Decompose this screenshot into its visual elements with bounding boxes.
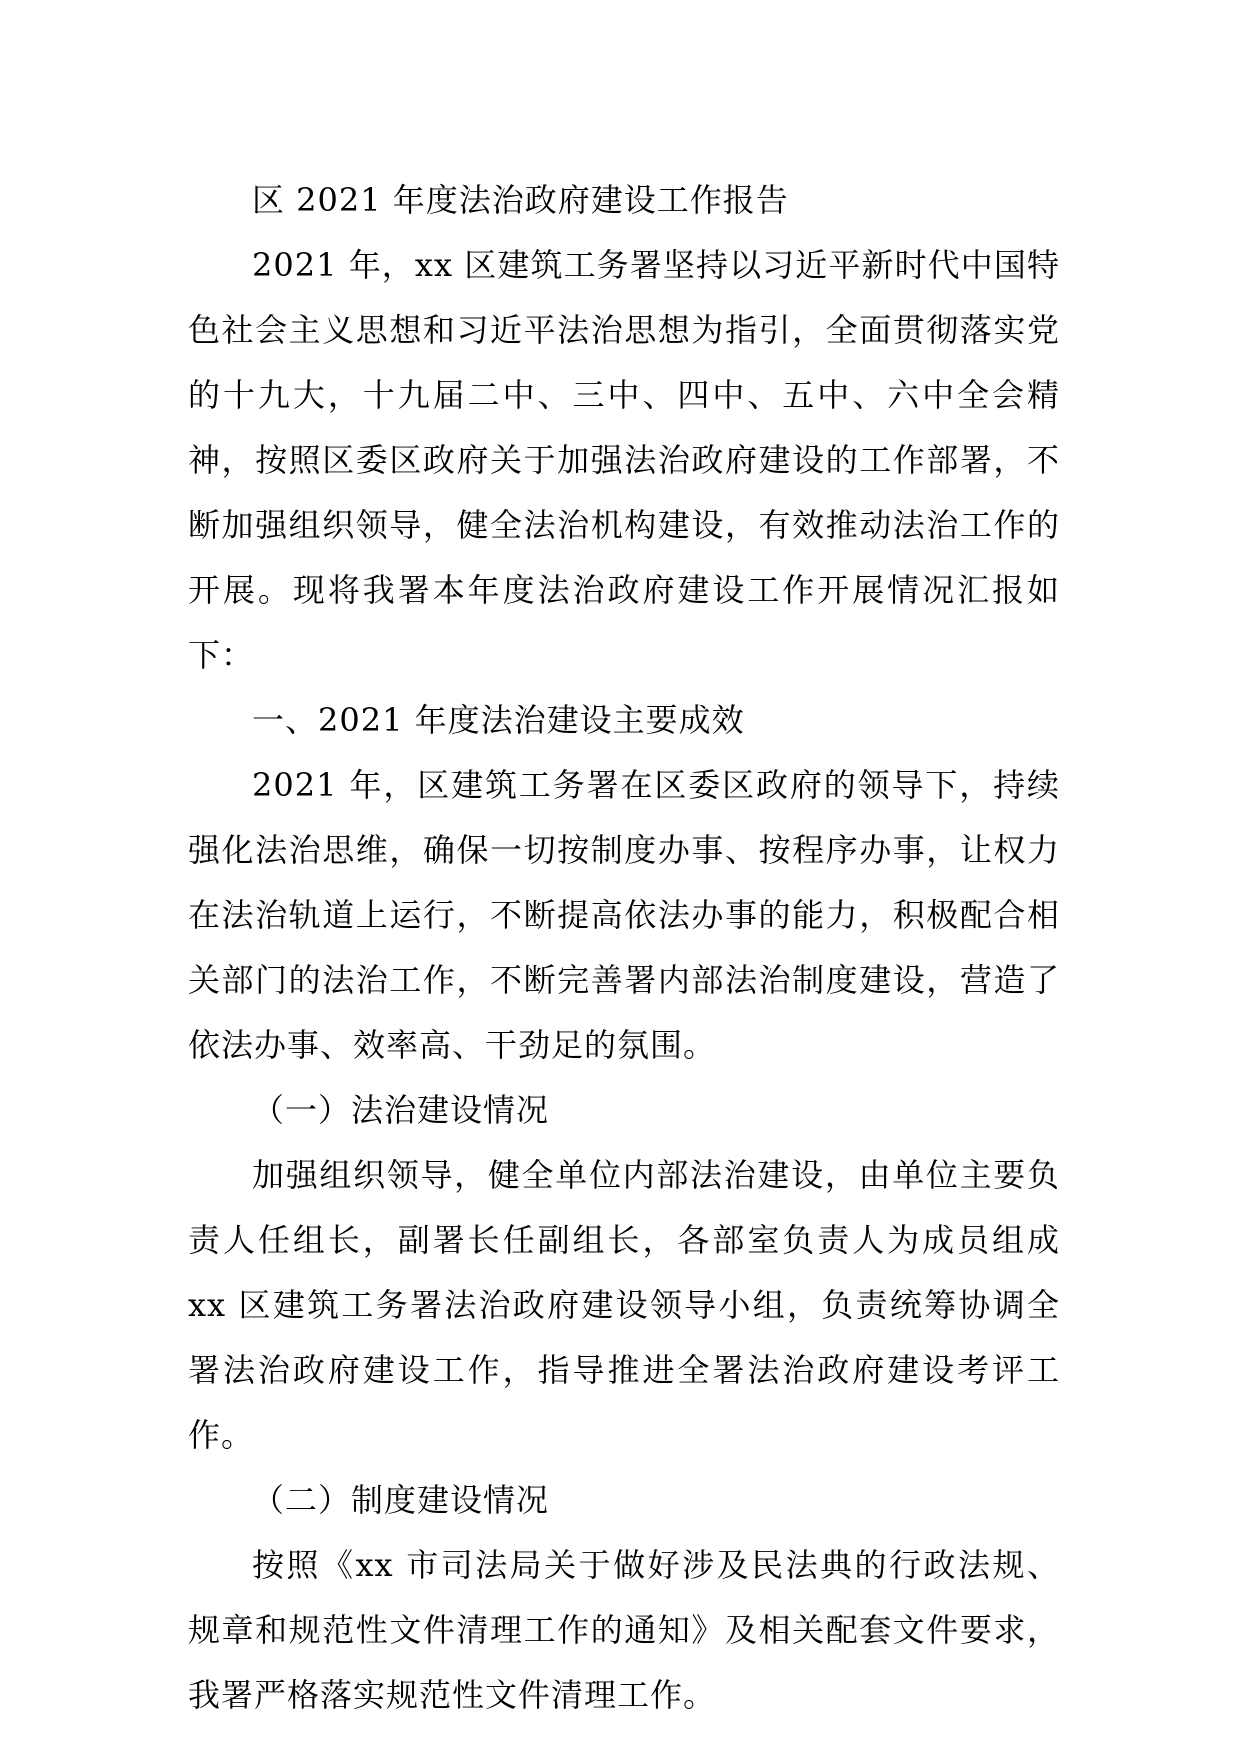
document-body: [188, 168, 1060, 1728]
paragraph-institutions: 按照《xx 市司法局关于做好涉及民法典的行政法规、规章和规范性文件清理工作的通知》及相关配套文件要求，我署严格落实规范性文件清理工作。: [188, 1546, 1060, 1714]
subsection-heading-institutions: （二）制度建设情况: [252, 1481, 550, 1519]
paragraph-rule-of-law: 加强组织领导，健全单位内部法治建设，由单位主要负责人任组长，副署长任副组长，各部室负责人为成员组成 xx 区建筑工务署法治政府建设领导小组，负责统筹协调全署法治政府建设工作，指导推进全署法治政府建设考评工作。: [188, 1156, 1060, 1454]
section-heading-achievements: 一、2021 年度法治建设主要成效: [252, 701, 745, 739]
paragraph-intro: 2021 年，xx 区建筑工务署坚持以习近平新时代中国特色社会主义思想和习近平法治思想为指引，全面贯彻落实党的十九大，十九届二中、三中、四中、五中、六中全会精神，按照区委区政府关于加强法治政府建设的工作部署，不断加强组织领导，健全法治机构建设，有效推动法治工作的开展。现将我署本年度法治政府建设工作开展情况汇报如下：: [188, 246, 1060, 674]
paragraph-achievements: 2021 年，区建筑工务署在区委区政府的领导下，持续强化法治思维，确保一切按制度办事、按程序办事，让权力在法治轨道上运行，不断提高依法办事的能力，积极配合相关部门的法治工作，不断完善署内部法治制度建设，营造了依法办事、效率高、干劲足的氛围。: [188, 766, 1060, 1064]
document-title: 区 2021 年度法治政府建设工作报告: [252, 181, 789, 219]
subsection-heading-rule-of-law: （一）法治建设情况: [252, 1091, 550, 1129]
